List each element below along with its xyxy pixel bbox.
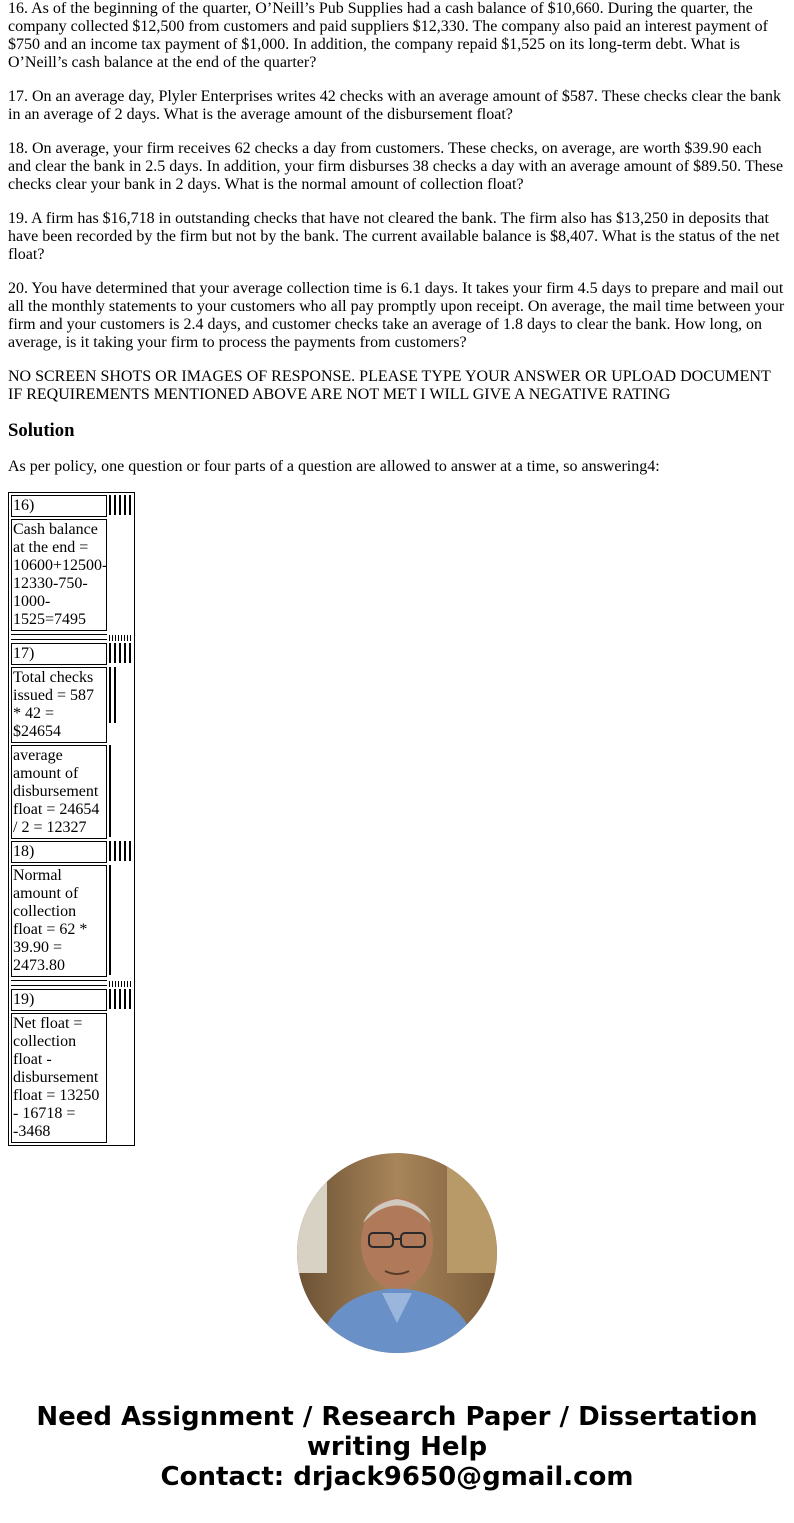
row-separator (11, 980, 107, 986)
question-20: 20. You have determined that your average collection time is 6.1 days. It takes your firm 4.5 days to prepare and mail out all the monthly statements to your customers who all pay promptly upon receipt. On average, the mail time between your firm and your customers is 2.4 days, and customer checks take an average of 1.8 days to clear the bank. How long, on average, is it taking your firm to process the payments from customers? (8, 280, 785, 351)
question-18: 18. On average, your firm receives 62 checks a day from customers. These checks, on average, are worth $39.90 each and clear the bank in 2.5 days. In addition, your firm disburses 38 checks a day with an average amount of $89.50. These checks clear your bank in 2 days. What is the normal amount of collection float? (8, 140, 784, 193)
ad-line-1: Need Assignment / Research Paper / Dissertation (36, 1402, 758, 1432)
answer-17-text-2: average amount of disbursement float = 24654 / 2 = 12327 (11, 745, 107, 839)
answer-19-text: Net float = collection float - disbursement float = 13250 - 16718 = -3468 (11, 1013, 107, 1143)
answer-16-text: Cash balance at the end = 10600+12500-12330-750-1000-1525=7495 (11, 519, 107, 631)
author-avatar (297, 1153, 497, 1353)
answer-18-label: 18) (11, 841, 107, 863)
question-19: 19. A firm has $16,718 in outstanding checks that have not cleared the bank. The firm also has $13,250 in deposits that have been recorded by the firm but not by the bank. The current available balance is $8,407. What is the status of the net float? (8, 210, 780, 263)
answers-table (8, 492, 135, 1146)
policy-text: As per policy, one question or four parts of a question are allowed to answer at a time, so answering4: (8, 458, 660, 475)
row-separator (109, 635, 131, 641)
author-portrait-image (297, 1153, 497, 1353)
empty-cells (109, 989, 132, 1009)
answer-19-label: 19) (11, 989, 107, 1011)
advertisement-banner (0, 1402, 794, 1492)
answer-16-label: 16) (11, 495, 107, 517)
row-separator (11, 634, 107, 640)
empty-cells (109, 865, 132, 975)
notice-text: NO SCREEN SHOTS OR IMAGES OF RESPONSE. PLEASE TYPE YOUR ANSWER OR UPLOAD DOCUMENT IF REQUIREMENTS MENTIONED ABOVE ARE NOT MET I WILL GIVE A NEGATIVE RATING (8, 368, 771, 403)
question-17: 17. On an average day, Plyler Enterprises writes 42 checks with an average amount of $587. These checks clear the bank in an average of 2 days. What is the average amount of the disbursement float? (8, 88, 782, 123)
empty-cells (109, 841, 132, 861)
ad-contact: Contact: drjack9650@gmail.com (160, 1462, 634, 1492)
empty-cells (109, 643, 132, 663)
empty-cells (109, 745, 132, 837)
answer-17-text-1: Total checks issued = 587 * 42 = $24654 (11, 667, 107, 743)
question-16: 16. As of the beginning of the quarter, O’Neill’s Pub Supplies had a cash balance of $10,660. During the quarter, the company collected $12,500 from customers and paid suppliers $12,330. The company also paid an interest payment of $750 and an income tax payment of $1,000. In addition, the company repaid $1,525 on its long-term debt. What is O’Neill’s cash balance at the end of the quarter? (8, 0, 768, 71)
answer-17-label: 17) (11, 643, 107, 665)
answer-18-text: Normal amount of collection float = 62 * 39.90 = 2473.80 (11, 865, 107, 977)
ad-line-2: writing Help (306, 1432, 488, 1462)
solution-heading: Solution (8, 420, 75, 441)
empty-cells (109, 495, 132, 515)
row-separator (109, 981, 131, 987)
empty-cells (109, 667, 132, 723)
